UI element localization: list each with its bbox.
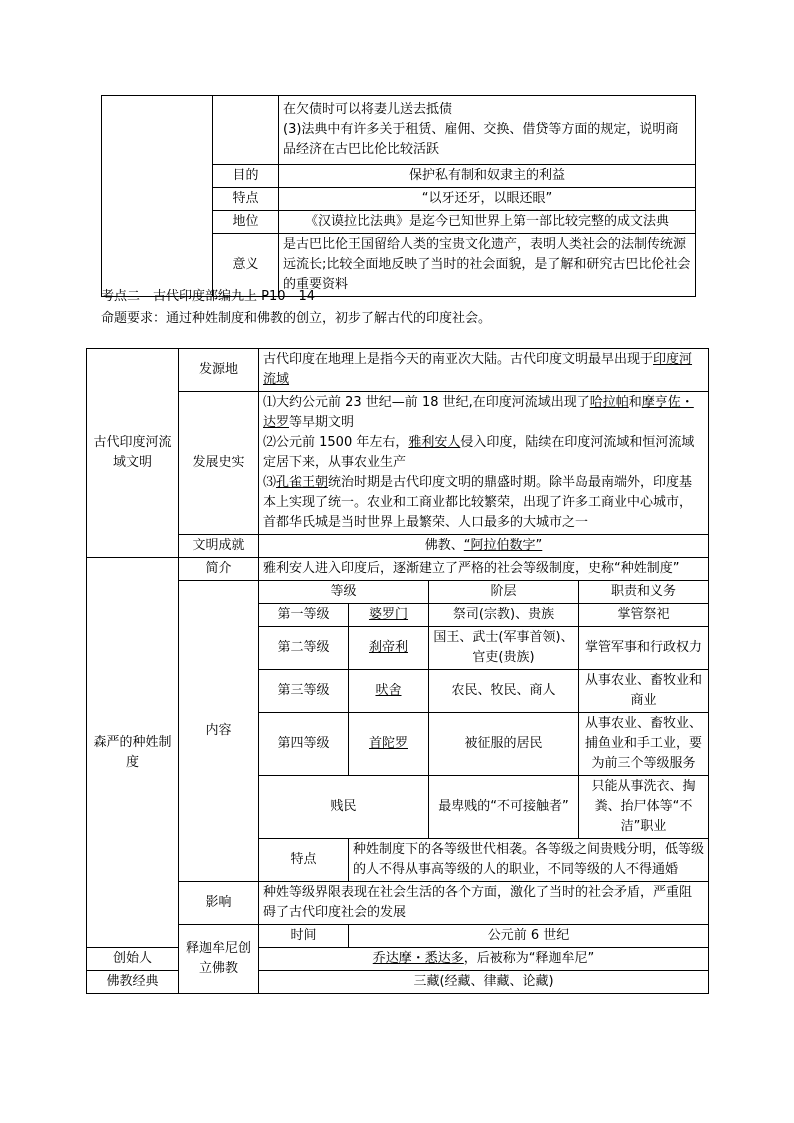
caste-class: 农民、牧民、商人 xyxy=(429,670,579,713)
caste-effect-value: 种姓等级界限表现在社会生活的各个方面，激化了当时的社会矛盾，严重阻碍了古代印度社会的发展 xyxy=(259,882,709,925)
achieve-value xyxy=(259,535,709,558)
hammurabi-table xyxy=(101,95,696,297)
caste-intro-value: 雅利安人进入印度后，逐渐建立了严格的社会等级制度，史称“种姓制度” xyxy=(259,558,709,581)
origin-text: 古代印度在地理上是指今天的南亚次大陆。古代印度文明最早出现于 xyxy=(263,352,654,367)
origin-highlight: 印度河流域 xyxy=(263,352,693,387)
founder-name: 乔达摩・悉达多 xyxy=(372,951,464,966)
h1-text: ⑴大约公元前 23 世纪—前 18 世纪,在印度河流域出现了 xyxy=(263,395,590,410)
achieve-text: 佛教、 xyxy=(424,538,464,553)
untouchable-class: 最卑贱的“不可接触者” xyxy=(429,776,579,839)
history-label: 发展史实 xyxy=(179,392,259,535)
meaning-label: 意义 xyxy=(213,234,279,297)
caste-feature-value: 种姓制度下的各等级世代相袭。各等级之间贵贱分明，低等级的人不得从事高等级的人的职业，不同等级的人不得通婚 xyxy=(349,839,709,882)
meaning-value: 是古巴比伦王国留给人类的宝贵文化遗产，表明人类社会的法制传统源远流长;比较全面地反映了当时的社会面貌，是了解和研究古巴比伦社会的重要资料 xyxy=(279,234,696,297)
caste-effect-label: 影响 xyxy=(179,882,259,925)
buddhism-founder-value xyxy=(259,948,709,971)
india-civ-label: 古代印度河流域文明 xyxy=(87,349,179,558)
caste-class: 被征服的居民 xyxy=(429,713,579,776)
buddhism-time-label: 时间 xyxy=(259,925,349,948)
untouchable-level: 贱民 xyxy=(259,776,429,839)
content-continued-1: 在欠债时可以将妻儿送去抵债 xyxy=(283,102,453,117)
label-cell-empty xyxy=(213,96,279,165)
h1-mohenjo: 摩亨佐・达罗 xyxy=(263,395,694,430)
buddhism-canon-label: 佛教经典 xyxy=(87,971,179,994)
h3-maurya: 孔雀王朝 xyxy=(276,475,329,490)
achieve-numerals: “阿拉伯数字” xyxy=(463,538,543,553)
origin-value xyxy=(259,349,709,392)
history-value xyxy=(259,392,709,535)
feature-value: “以牙还牙，以眼还眼” xyxy=(279,188,696,211)
buddhism-label: 释迦牟尼创立佛教 xyxy=(179,925,259,994)
head-duty: 职责和义务 xyxy=(579,581,709,604)
feature-label: 特点 xyxy=(213,188,279,211)
caste-duty: 掌管祭祀 xyxy=(579,604,709,627)
caste-label: 森严的种姓制度 xyxy=(87,558,179,948)
h2-post: 侵入印度，陆续在印度河流域和恒河流域定居下来，从事农业生产 xyxy=(263,435,695,470)
caste-feature-label: 特点 xyxy=(259,839,349,882)
h2-text: ⑵公元前 1500 年左右， xyxy=(263,435,409,450)
head-class: 阶层 xyxy=(429,581,579,604)
india-table xyxy=(86,348,709,994)
caste-level: 第一等级 xyxy=(259,604,349,627)
section-title: 考点二 古代印度部编九上 P10—14 xyxy=(101,289,316,304)
caste-class: 国王、武士(军事首领)、官吏(贵族) xyxy=(429,627,579,670)
caste-intro-label: 简介 xyxy=(179,558,259,581)
buddhism-time-value: 公元前 6 世纪 xyxy=(349,925,709,948)
h1-harappa: 哈拉帕 xyxy=(589,395,629,410)
head-level: 等级 xyxy=(259,581,429,604)
caste-content-label: 内容 xyxy=(179,581,259,882)
history-item-3 xyxy=(263,473,704,533)
purpose-label: 目的 xyxy=(213,165,279,188)
caste-class: 祭司(宗教)、贵族 xyxy=(429,604,579,627)
founder-post: ，后被称为“释迦牟尼” xyxy=(463,951,595,966)
caste-duty: 从事农业、畜牧业和商业 xyxy=(579,670,709,713)
history-item-1 xyxy=(263,393,704,433)
status-label: 地位 xyxy=(213,211,279,234)
caste-level: 第三等级 xyxy=(259,670,349,713)
untouchable-duty: 只能从事洗衣、掏粪、抬尸体等“不洁”职业 xyxy=(579,776,709,839)
history-item-2 xyxy=(263,433,704,473)
achieve-label: 文明成就 xyxy=(179,535,259,558)
category-cell-empty xyxy=(102,96,213,297)
caste-duty: 从事农业、畜牧业、捕鱼业和手工业，要为前三个等级服务 xyxy=(579,713,709,776)
caste-duty: 掌管军事和行政权力 xyxy=(579,627,709,670)
h3-text: ⑶ xyxy=(263,475,277,490)
h1-post: 等早期文明 xyxy=(289,415,355,430)
h3-post: 统治时期是古代印度文明的鼎盛时期。除半岛最南端外，印度基本上实现了统一。农业和工商业都比较繁荣，出现了许多工商业中心城市，首都华氏城是当时世界上最繁荣、人口最多的大城市之一 xyxy=(263,475,693,530)
buddhism-canon-value: 三藏(经藏、律藏、论藏) xyxy=(259,971,709,994)
h2-aryans: 雅利安人 xyxy=(408,435,461,450)
caste-name: 吠舍 xyxy=(349,670,429,713)
caste-level: 第四等级 xyxy=(259,713,349,776)
caste-level: 第二等级 xyxy=(259,627,349,670)
content-cell xyxy=(279,96,696,165)
purpose-value: 保护私有制和奴隶主的利益 xyxy=(279,165,696,188)
h1-and: 和 xyxy=(628,395,642,410)
status-value: 《汉谟拉比法典》是迄今已知世界上第一部比较完整的成文法典 xyxy=(279,211,696,234)
caste-name: 首陀罗 xyxy=(349,713,429,776)
caste-name: 婆罗门 xyxy=(349,604,429,627)
origin-label: 发源地 xyxy=(179,349,259,392)
caste-name: 刹帝利 xyxy=(349,627,429,670)
section-requirement: 命题要求：通过种姓制度和佛教的创立，初步了解古代的印度社会。 xyxy=(101,311,492,326)
buddhism-founder-label: 创始人 xyxy=(87,948,179,971)
content-continued-2: (3)法典中有许多关于租赁、雇佣、交换、借贷等方面的规定，说明商品经济在古巴比伦比较活跃 xyxy=(283,122,679,157)
